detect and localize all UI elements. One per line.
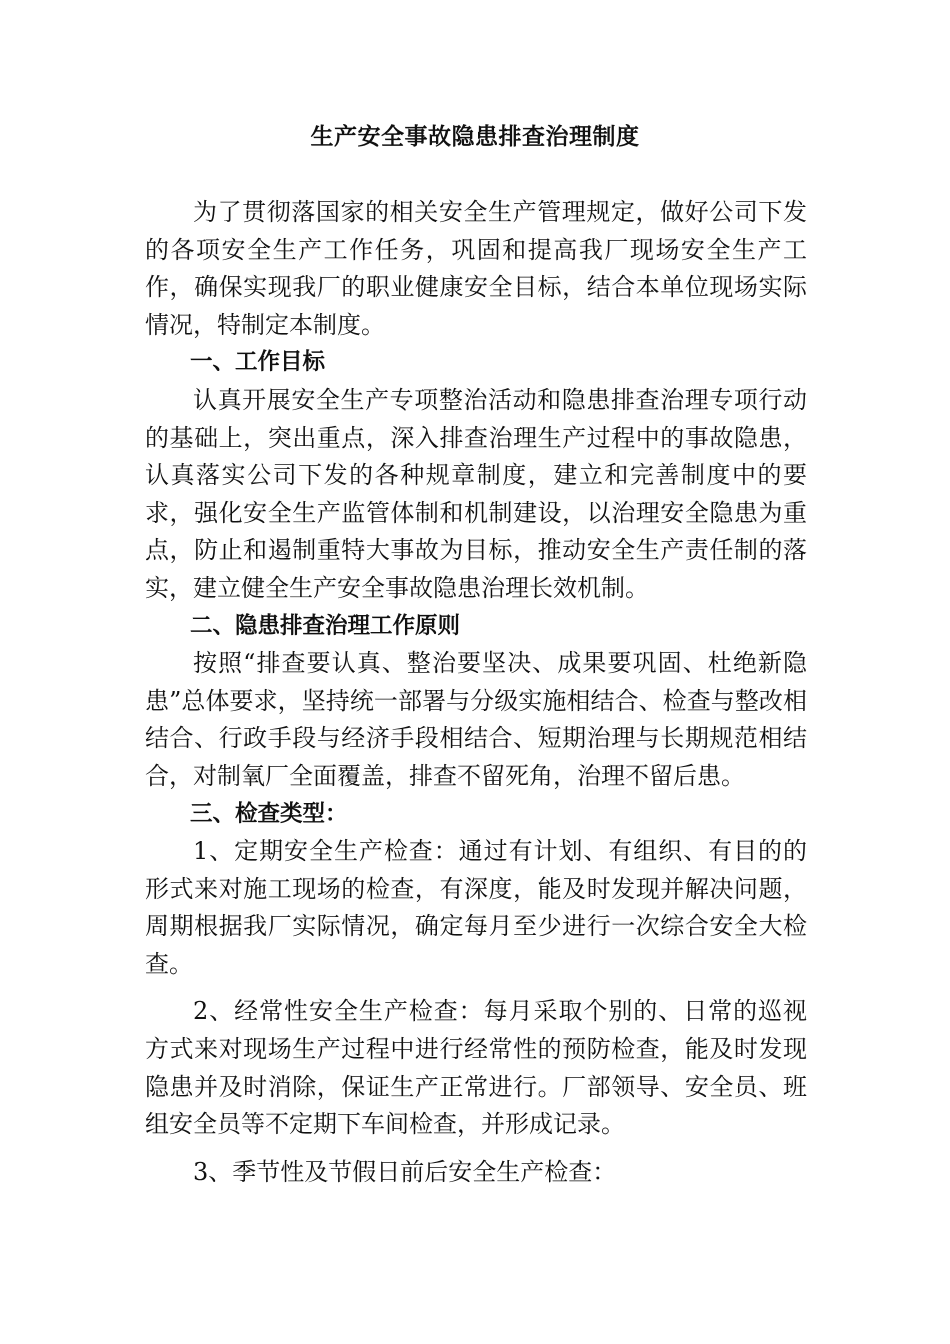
inspection-type-routine: 2、经常性安全生产检查：每月采取个别的、日常的巡视方式来对现场生产过程中进行经常性的预防检查，能及时发现隐患并及时消除，保证生产正常进行。厂部领导、安全员、班组安全员等不定期下车间检查，并形成记录。 [145, 997, 807, 1139]
section-heading-work-goals: 一、工作目标 [190, 349, 326, 376]
document-title: 生产安全事故隐患排查治理制度 [310, 124, 640, 150]
section-heading-principles: 二、隐患排查治理工作原则 [190, 612, 461, 639]
section-heading-inspection-types: 三、检查类型： [190, 800, 348, 827]
inspection-type-periodic: 1、定期安全生产检查：通过有计划、有组织、有目的的形式来对施工现场的检查，有深度，能及时发现并解决问题，周期根据我厂实际情况，确定每月至少进行一次综合安全大检查。 [145, 837, 807, 978]
work-goals-paragraph: 认真开展安全生产专项整治活动和隐患排查治理专项行动的基础上，突出重点，深入排查治理生产过程中的事故隐患，认真落实公司下发的各种规章制度，建立和完善制度中的要求，强化安全生产监管体制和机制建设，以治理安全隐患为重点，防止和遏制重特大事故为目标，推动安全生产责任制的落实，建立健全生产安全事故隐患治理长效机制。 [145, 385, 807, 602]
inspection-type-seasonal: 3、季节性及节假日前后安全生产检查： [193, 1157, 617, 1186]
document-body [145, 194, 807, 1191]
intro-paragraph: 为了贯彻落国家的相关安全生产管理规定，做好公司下发的各项安全生产工作任务，巩固和提高我厂现场安全生产工作，确保实现我厂的职业健康安全目标，结合本单位现场实际情况，特制定本制度。 [145, 198, 807, 339]
principles-paragraph: 按照“排查要认真、整治要坚决、成果要巩固、杜绝新隐患”总体要求，坚持统一部署与分级实施相结合、检查与整改相结合、行政手段与经济手段相结合、短期治理与长期规范相结合，对制氧厂全面覆盖，排查不留死角，治理不留后患。 [145, 649, 807, 790]
